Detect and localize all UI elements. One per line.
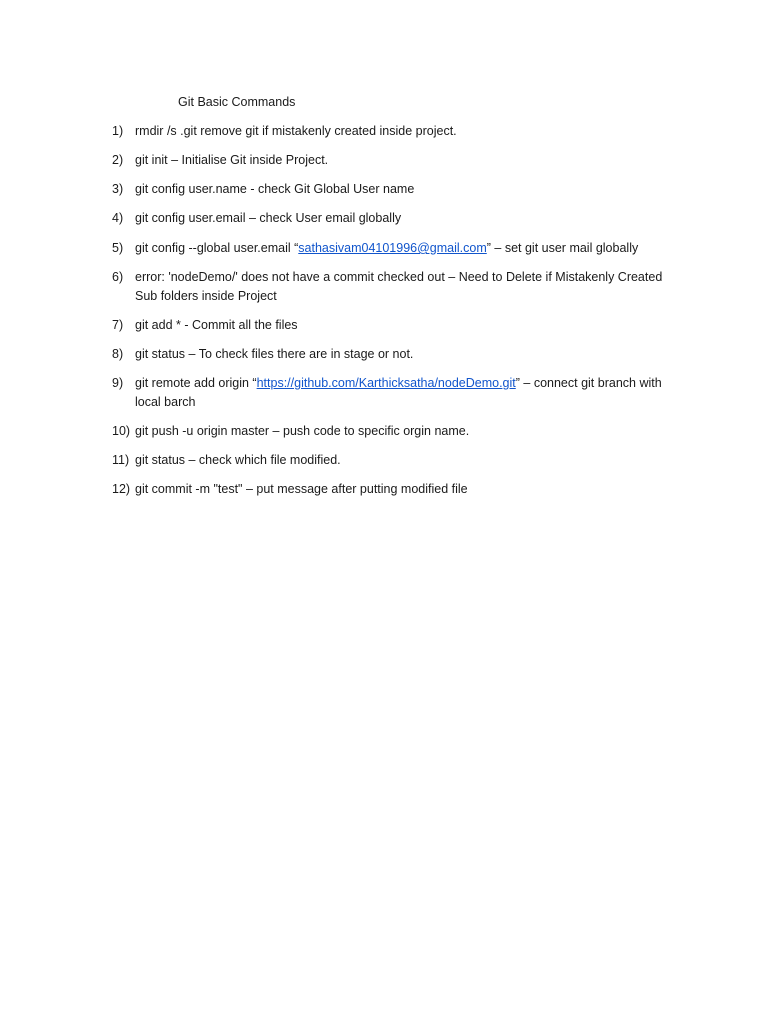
- list-item-number: 9): [112, 376, 124, 390]
- list-item-number: 8): [112, 347, 124, 361]
- list-item: [112, 239, 682, 258]
- list-item-text-after: ” – connect git branch with local barch: [135, 376, 662, 409]
- list-item-number: 12): [112, 482, 131, 496]
- list-item: [112, 209, 682, 228]
- list-item-text-after: ” – set git user mail globally: [486, 241, 639, 255]
- list-item-text: rmdir /s .git remove git if mistakenly created inside project.: [135, 124, 457, 138]
- list-item-number: 1): [112, 124, 124, 138]
- list-item: [112, 451, 682, 470]
- list-item: [112, 480, 682, 499]
- email-link[interactable]: sathasivam04101996@gmail.com: [298, 241, 487, 255]
- list-item-text: git status – To check files there are in stage or not.: [135, 347, 414, 361]
- repo-url-link[interactable]: https://github.com/Karthicksatha/nodeDemo.git: [256, 376, 516, 390]
- list-item-text: git config user.email – check User email globally: [135, 211, 402, 225]
- list-item: [112, 374, 682, 412]
- list-item-number: 4): [112, 211, 124, 225]
- list-item-number: 2): [112, 153, 124, 167]
- list-item-text-before: git config --global user.email “: [135, 241, 299, 255]
- list-item-text: git commit -m "test" – put message after putting modified file: [135, 482, 468, 496]
- list-item-text: git init – Initialise Git inside Project.: [135, 153, 329, 167]
- list-item-text: git add * - Commit all the files: [135, 318, 298, 332]
- list-item-number: 11): [112, 453, 130, 467]
- list-item-number: 5): [112, 241, 124, 255]
- list-item: [112, 268, 682, 306]
- list-item-number: 10): [112, 424, 131, 438]
- list-item-text: git status – check which file modified.: [135, 453, 341, 467]
- list-item: [112, 122, 682, 141]
- list-item-number: 7): [112, 318, 124, 332]
- list-item-number: 3): [112, 182, 124, 196]
- list-item-text: git config user.name - check Git Global User name: [135, 182, 415, 196]
- list-item-text: error: 'nodeDemo/' does not have a commit checked out – Need to Delete if Mistakenly Created Sub folders inside Project: [135, 270, 663, 303]
- list-item-text-before: git remote add origin “: [135, 376, 257, 390]
- document-title: Git Basic Commands: [178, 95, 296, 109]
- list-item-number: 6): [112, 270, 124, 284]
- list-item: [112, 180, 682, 199]
- list-item: [112, 316, 682, 335]
- list-item-text: git push -u origin master – push code to specific orgin name.: [135, 424, 470, 438]
- list-item: [112, 151, 682, 170]
- list-item-text: [135, 374, 682, 412]
- list-item: [112, 422, 682, 441]
- list-item-text: [135, 239, 682, 258]
- list-item: [112, 345, 682, 364]
